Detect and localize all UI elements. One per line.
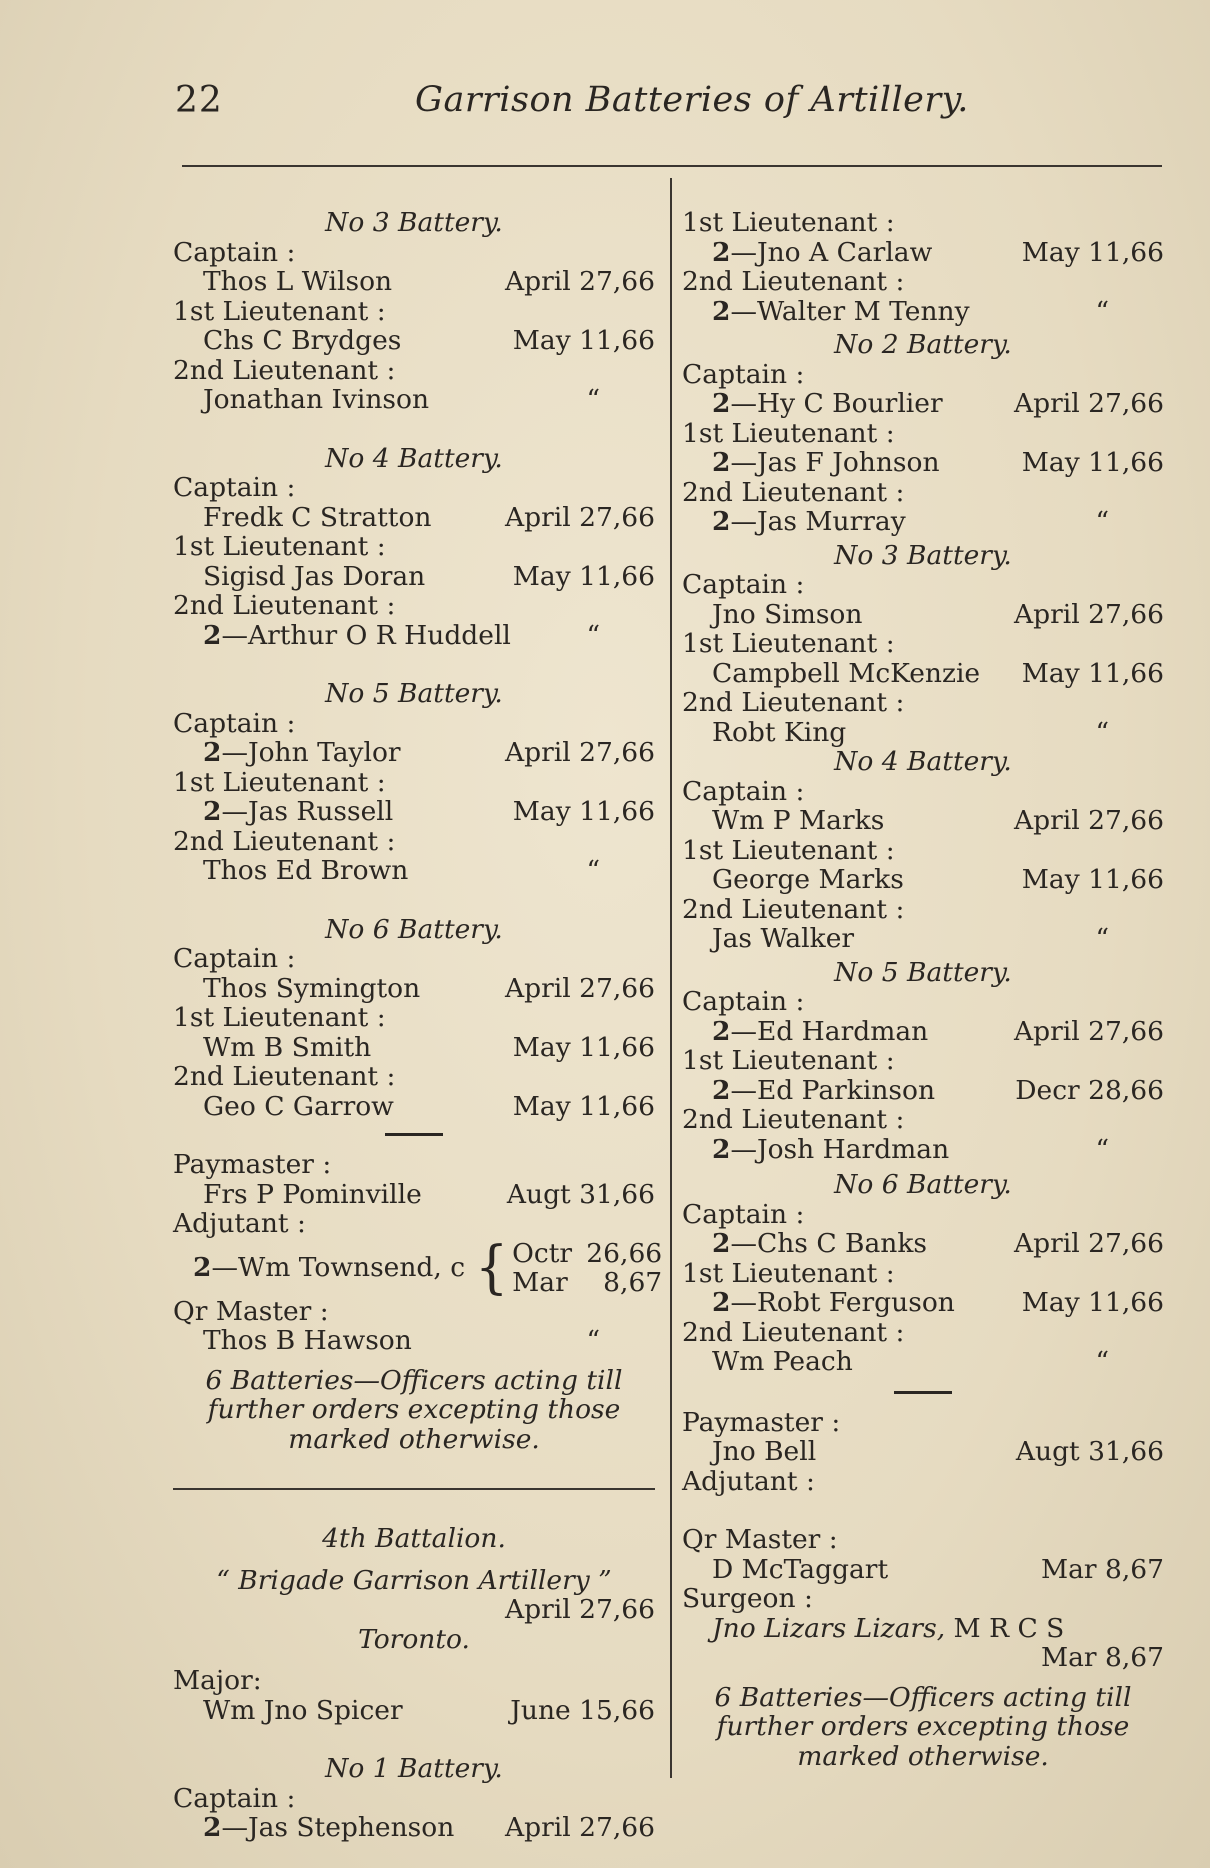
rank-label: Captain :: [682, 358, 805, 390]
commission-date: April 27,66: [504, 1594, 655, 1625]
commission-date: April 27,66: [1013, 1228, 1164, 1259]
officer-row: [173, 1092, 655, 1122]
rank-label: Captain :: [173, 236, 296, 268]
officer-name: George Marks: [712, 864, 904, 895]
officer-name: Jno Lizars Lizars,: [712, 1612, 946, 1644]
ditto-mark: “: [586, 855, 600, 886]
officer-name-text: —Hy C Bourlier: [730, 388, 943, 419]
officer-name-text: —Jas Murray: [730, 506, 906, 537]
officer-row: [173, 562, 655, 592]
rank-marker: 2: [712, 1287, 731, 1318]
ditto-mark: “: [1095, 716, 1109, 748]
officer-row: [682, 1347, 1164, 1377]
officer-name: [712, 1017, 928, 1047]
rank-label: Captain :: [173, 943, 296, 974]
commission-date: May 11,66: [1021, 447, 1164, 478]
battalion-subtitle: “ Brigade Garrison Artillery ”: [216, 1564, 612, 1596]
rank-label: 2nd Lieutenant :: [173, 354, 396, 386]
officer-row: [682, 389, 1164, 419]
footnote: 6 Batteries—Officers acting till further orders excepting those marked otherwise.: [714, 1681, 1132, 1772]
commission-date: May 11,66: [1021, 657, 1164, 689]
commission-date: May 11,66: [512, 1031, 655, 1063]
officer-name-text: —Walter M Tenny: [730, 295, 970, 327]
rank-marker: 2: [712, 236, 731, 268]
rank-label: 1st Lieutenant :: [682, 1045, 895, 1076]
officer-name: [712, 1135, 949, 1165]
rank-marker: 2: [712, 506, 731, 537]
officer-name: Jno Bell: [712, 1436, 817, 1467]
officer-name: [712, 238, 932, 268]
officer-row: [173, 1234, 663, 1301]
officer-row: [682, 718, 1164, 748]
commission-date: Augt 31,66: [506, 1178, 655, 1210]
battery-heading: No 5 Battery.: [325, 678, 503, 709]
ditto-mark: “: [1095, 295, 1109, 327]
battery-heading: No 4 Battery.: [834, 746, 1012, 777]
rank-label: 2nd Lieutenant :: [173, 825, 396, 857]
rank-marker: 2: [203, 737, 222, 768]
rank-label: Paymaster :: [173, 1149, 332, 1180]
officer-row: [682, 865, 1164, 895]
header-rule: [182, 165, 1162, 167]
commission-date: April 27,66: [1013, 598, 1164, 630]
officer-name: Thos L Wilson: [203, 266, 393, 297]
commission-date: April 27,66: [1013, 805, 1164, 836]
rank-label: 1st Lieutenant :: [682, 834, 895, 866]
officer-name: Fredk C Stratton: [203, 501, 432, 533]
commission-date: Mar 8,67: [1040, 1642, 1164, 1673]
officer-name: [712, 1288, 955, 1318]
officer-row: [173, 385, 655, 415]
ditto-mark: “: [586, 619, 600, 651]
officer-name: [193, 1253, 465, 1283]
officer-name: Campbell McKenzie: [712, 657, 981, 689]
officer-name-text: —Arthur O R Huddell: [221, 619, 511, 651]
officer-name: Thos Ed Brown: [203, 855, 409, 886]
officer-row: [173, 1033, 655, 1063]
commission-date: Augt 31,66: [1015, 1436, 1164, 1467]
left-column: [173, 207, 663, 1843]
rank-marker: 2: [203, 1812, 222, 1843]
rank-label: 1st Lieutenant :: [682, 417, 895, 449]
officer-row: [682, 1288, 1164, 1318]
officer-name-text: —John Taylor: [221, 737, 401, 768]
date-day: 26,66: [586, 1237, 663, 1269]
short-rule: [385, 1133, 443, 1136]
officer-row: [682, 924, 1164, 954]
commission-date: April 27,66: [504, 1812, 655, 1843]
officer-name-text: —Ed Parkinson: [730, 1074, 936, 1106]
ditto-mark: “: [1095, 1133, 1109, 1165]
rank-marker: 2: [712, 1133, 731, 1165]
officer-name-text: —Wm Townsend, c: [211, 1251, 466, 1283]
officer-name: Thos Symington: [203, 972, 421, 1004]
rank-label: 1st Lieutenant :: [682, 1257, 895, 1289]
officer-name: Thos B Hawson: [203, 1325, 412, 1356]
blank-line: [682, 1496, 1164, 1525]
rank-label: 1st Lieutenant :: [173, 766, 386, 798]
officer-name: D McTaggart: [712, 1553, 889, 1585]
battery-heading: No 4 Battery.: [325, 442, 503, 474]
officer-name: Wm Jno Spicer: [203, 1694, 403, 1726]
column-divider: [670, 178, 672, 1778]
officer-row: [173, 797, 655, 827]
officer-name: [203, 797, 393, 827]
officer-name: Robt King: [712, 716, 847, 748]
commission-date: May 11,66: [512, 1090, 655, 1122]
officer-name: [712, 448, 940, 478]
officer-row: [682, 659, 1164, 689]
rank-label: 2nd Lieutenant :: [173, 1061, 396, 1092]
battery-heading: No 6 Battery.: [834, 1169, 1012, 1200]
rank-label: 1st Lieutenant :: [682, 628, 895, 659]
footnote: 6 Batteries—Officers acting till further orders excepting those marked otherwise.: [205, 1364, 623, 1455]
rank-label: 2nd Lieutenant :: [682, 1316, 905, 1348]
officer-name: Wm P Marks: [712, 805, 885, 836]
commission-date: April 27,66: [504, 972, 655, 1004]
officer-row: [173, 738, 655, 768]
rank-label: 1st Lieutenant :: [173, 1002, 386, 1033]
officer-name: Jonathan Ivinson: [203, 384, 430, 415]
officer-row: [682, 1614, 1164, 1644]
commission-date: April 27,66: [504, 737, 655, 768]
commission-date: May 11,66: [1021, 864, 1164, 895]
page-number: 22: [175, 80, 223, 121]
officer-row: [173, 1180, 655, 1210]
officer-name: Wm Peach: [712, 1346, 853, 1377]
rank-label: 2nd Lieutenant :: [682, 266, 905, 297]
officer-name-text: —Jas Stephenson: [221, 1812, 455, 1843]
rank-marker: 2: [203, 796, 222, 827]
ditto-mark: “: [586, 1325, 600, 1356]
rank-label: Captain :: [682, 1198, 805, 1230]
officer-name: Geo C Garrow: [203, 1090, 394, 1122]
rank-label: Captain :: [682, 986, 805, 1017]
rank-marker: 2: [712, 388, 731, 419]
officer-name: Jno Simson: [712, 598, 863, 630]
officer-row: [173, 856, 655, 886]
officer-row: [682, 1437, 1164, 1467]
officer-row: [173, 621, 655, 651]
officer-row: [682, 297, 1164, 327]
officer-name-text: —Jas F Johnson: [730, 447, 940, 478]
officer-row: [682, 600, 1164, 630]
officer-name: [203, 738, 401, 768]
commission-date: June 15,66: [510, 1694, 655, 1726]
officer-row: [682, 1017, 1164, 1047]
commission-date: Mar 8,67: [1040, 1553, 1164, 1585]
officer-row: [173, 974, 655, 1004]
battery-heading: No 6 Battery.: [325, 913, 503, 945]
officer-row: [682, 806, 1164, 836]
officer-name-text: —Robt Ferguson: [730, 1287, 955, 1318]
commission-date: April 27,66: [504, 266, 655, 297]
place-name: Toronto.: [358, 1623, 470, 1655]
rank-label: Qr Master :: [173, 1295, 329, 1327]
rank-label: 2nd Lieutenant :: [682, 476, 905, 508]
battery-heading: No 3 Battery.: [834, 539, 1012, 571]
commission-date: May 11,66: [512, 796, 655, 827]
commission-date: April 27,66: [1013, 1015, 1164, 1047]
officer-row: [682, 1135, 1164, 1165]
officer-name: [203, 1813, 454, 1843]
officer-name: Frs P Pominville: [203, 1178, 422, 1210]
rank-label: Adjutant :: [682, 1465, 815, 1497]
brace-glyph: {: [475, 1234, 509, 1301]
rank-marker: 2: [712, 295, 731, 327]
officer-name: [712, 297, 970, 327]
officer-name: Sigisd Jas Doran: [203, 560, 426, 592]
officer-row: [682, 1076, 1164, 1106]
officer-name: [712, 1076, 935, 1106]
rank-label: Captain :: [682, 569, 805, 600]
officer-name: [712, 389, 943, 419]
rank-label: Major:: [173, 1665, 262, 1696]
officer-row: [173, 326, 655, 356]
rank-label: 2nd Lieutenant :: [682, 893, 905, 925]
qualification: M R C S: [945, 1612, 1065, 1644]
battalion-heading: 4th Battalion.: [322, 1523, 506, 1554]
rank-label: Qr Master :: [682, 1524, 838, 1555]
officer-name: [203, 621, 511, 651]
officer-name: Chs C Brydges: [203, 325, 402, 356]
ditto-mark: “: [1095, 1346, 1109, 1377]
right-column: [682, 208, 1164, 1771]
officer-row: [682, 238, 1164, 268]
commission-date: April 27,66: [504, 501, 655, 533]
commission-date: May 11,66: [512, 560, 655, 592]
short-rule: [894, 1391, 952, 1394]
battery-heading: No 1 Battery.: [325, 1753, 503, 1784]
ditto-mark: “: [1095, 923, 1109, 954]
ditto-mark: “: [586, 384, 600, 415]
officer-name: [712, 507, 906, 537]
rank-label: Captain :: [173, 472, 296, 503]
officer-row: [173, 1326, 655, 1356]
officer-name-text: —Jas Russell: [221, 796, 394, 827]
brace-dates: [512, 1239, 662, 1297]
running-title: Garrison Batteries of Artillery.: [415, 80, 969, 120]
battery-heading: No 5 Battery.: [834, 956, 1012, 988]
rank-marker: 2: [712, 1228, 731, 1259]
battery-heading: No 2 Battery.: [834, 329, 1012, 360]
rank-label: 2nd Lieutenant :: [682, 1104, 905, 1135]
officer-name: [712, 1229, 927, 1259]
rank-label: 1st Lieutenant :: [173, 295, 386, 327]
officer-name-text: —Jno A Carlaw: [730, 236, 933, 268]
date-day: 8,67: [603, 1266, 663, 1298]
officer-row: [682, 448, 1164, 478]
rank-label: Surgeon :: [682, 1583, 813, 1614]
rank-marker: 2: [203, 619, 222, 651]
officer-row: [173, 1813, 655, 1843]
rank-marker: 2: [193, 1251, 212, 1283]
commission-date: April 27,66: [1013, 388, 1164, 419]
date-month: Mar: [512, 1266, 568, 1298]
rank-label: Captain :: [682, 775, 805, 807]
date-month: Octr: [512, 1237, 573, 1269]
officer-row: [173, 1696, 655, 1726]
rank-label: Adjutant :: [173, 1208, 306, 1239]
commission-date: Decr 28,66: [1015, 1074, 1164, 1106]
rank-label: 2nd Lieutenant :: [682, 687, 905, 718]
battery-heading: No 3 Battery.: [325, 207, 503, 238]
officer-name: Jas Walker: [712, 923, 855, 954]
rank-marker: 2: [712, 447, 731, 478]
officer-row: [682, 507, 1164, 537]
rank-label: 1st Lieutenant :: [682, 207, 895, 238]
ditto-mark: “: [1095, 506, 1109, 537]
rank-marker: 2: [712, 1015, 731, 1047]
commission-date: May 11,66: [512, 325, 655, 356]
officer-row: [682, 1229, 1164, 1259]
officer-name-text: —Ed Hardman: [730, 1015, 929, 1047]
officer-row: [682, 1555, 1164, 1585]
rank-marker: 2: [712, 1074, 731, 1106]
section-rule: [173, 1488, 655, 1490]
officer-name-text: —Josh Hardman: [730, 1133, 950, 1165]
officer-row: [173, 503, 655, 533]
officer-name: Wm B Smith: [203, 1031, 372, 1063]
commission-date: May 11,66: [1021, 236, 1164, 268]
officer-row: [173, 267, 655, 297]
rank-label: Captain :: [173, 707, 296, 739]
officer-name-text: —Chs C Banks: [730, 1228, 928, 1259]
rank-label: Captain :: [173, 1782, 296, 1814]
rank-label: 1st Lieutenant :: [173, 531, 386, 562]
commission-date: May 11,66: [1021, 1287, 1164, 1318]
rank-label: Paymaster :: [682, 1406, 841, 1438]
rank-label: 2nd Lieutenant :: [173, 590, 396, 621]
